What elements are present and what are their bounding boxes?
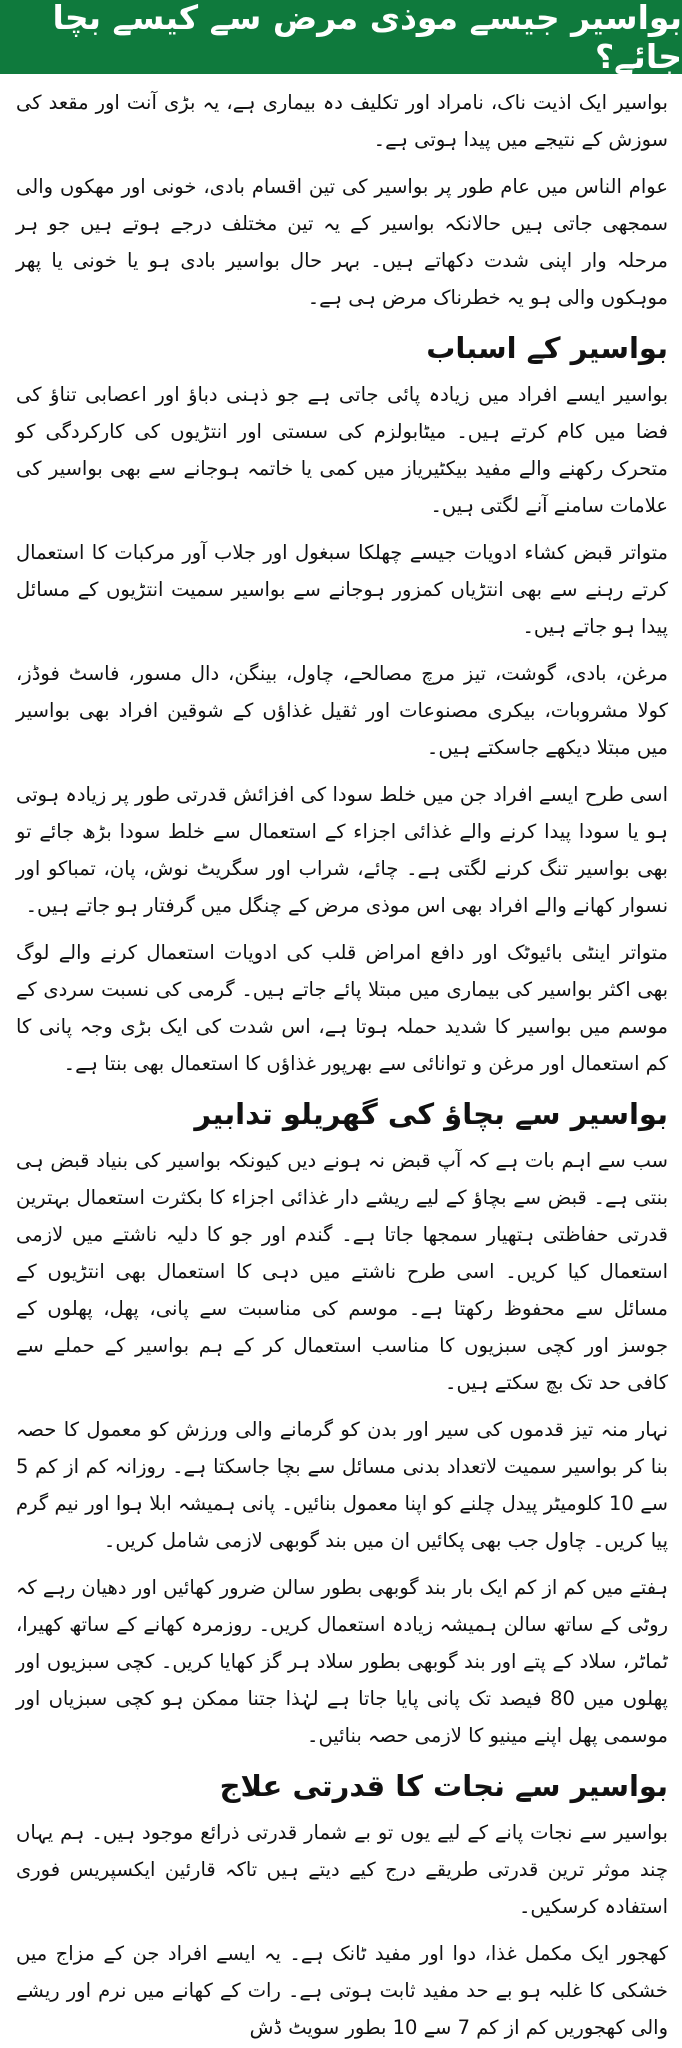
section-heading-natural-cure: بواسیر سے نجات کا قدرتی علاج: [219, 1769, 668, 1803]
cure-paragraph: کھجور ایک مکمل غذا، دوا اور مفید ٹانک ہے۔ یہ ایسے افراد جن کے مزاج میں خشکی کا غلبہ ہو بے حد مفید ثابت ہوتی ہے۔ رات کے کھانے میں نرم اور ریشے والی کھجوریں کم از کم 7 سے 10 بطور سویٹ ڈش: [16, 1942, 668, 2039]
causes-paragraph: مرغن، بادی، گوشت، تیز مرچ مصالحے، چاول، بینگن، دال مسور، فاسٹ فوڈز، کولا مشروبات، بیکری مصنوعات اور ثقیل غذاؤں کے شوقین افراد بھی بواسیر میں مبتلا دیکھے جاسکتے ہیں۔: [16, 662, 668, 759]
cure-paragraph: بواسیر سے نجات پانے کے لیے یوں تو بے شمار قدرتی ذرائع موجود ہیں۔ ہم یہاں چند موثر ترین قدرتی طریقے درج کیے دیتے ہیں تاکہ قارئین ایکسپریس فوری استفادہ کرسکیں۔: [16, 1821, 668, 1918]
intro-paragraph: بواسیر ایک اذیت ناک، نامراد اور تکلیف دہ بیماری ہے، یہ بڑی آنت اور مقعد کی سوزش کے نتیجے میں پیدا ہوتی ہے۔: [16, 91, 668, 151]
article-title-banner: [0, 0, 682, 74]
causes-paragraph: متواتر قبض کشاء ادویات جیسے چھلکا سبغول اور جلاب آور مرکبات کا استعمال کرتے رہنے سے بھی انتڑیاں کمزور ہوجانے سے بواسیر سمیت انتڑیوں کے مسائل پیدا ہو جاتے ہیں۔: [16, 541, 668, 638]
prevention-paragraph: ہفتے میں کم از کم ایک بار بند گوبھی بطور سالن ضرور کھائیں اور دھیان رہے کہ روٹی کے ساتھ سالن ہمیشہ زیادہ استعمال کریں۔ روزمرہ کھانے کے ساتھ کھیرا، ٹماٹر، سلاد کے پتے اور بند گوبھی بطور سلاد ہر گز کھایا کریں۔ کچی سبزیوں اور پھلوں میں 80 فیصد تک پانی پایا جاتا ہے لہٰذا جتنا ممکن ہو کچی سبزیاں اور موسمی پھل اپنے مینیو کا لازمی حصہ بنائیں۔: [16, 1576, 668, 1747]
causes-paragraph: اسی طرح ایسے افراد جن میں خلط سودا کی افزائش قدرتی طور پر زیادہ ہوتی ہو یا سودا پیدا کرنے والے غذائی اجزاء کے استعمال سے خلط سودا بڑھ جائے تو بھی بواسیر تنگ کرنے لگتی ہے۔ چائے، شراب اور سگریٹ نوش، پان، تمباکو اور نسوار کھانے والے افراد بھی اس موذی مرض کے چنگل میں گرفتار ہو جاتے ہیں۔: [16, 783, 668, 917]
section-heading-prevention: بواسیر سے بچاؤ کی گھریلو تدابیر: [194, 1097, 668, 1131]
article-body: [0, 74, 682, 2046]
article-title: بواسیر جیسے موذی مرض سے کیسے بچا جائے؟: [52, 0, 682, 76]
intro-paragraph: عوام الناس میں عام طور پر بواسیر کی تین اقسام بادی، خونی اور مھکوں والی سمجھی جاتی ہیں حالانکہ بواسیر کے یہ تین مختلف درجے ہوتے ہیں جو ہر مرحلہ وار اپنی شدت دکھاتے ہیں۔ بہر حال بواسیر بادی ہو یا خونی یا پھر موہکوں والی ہو یہ خطرناک مرض ہی ہے۔: [16, 175, 668, 309]
prevention-paragraph: نہار منہ تیز قدموں کی سیر اور بدن کو گرمانے والی ورزش کو معمول کا حصہ بنا کر بواسیر سمیت لاتعداد بدنی مسائل سے بچا جاسکتا ہے۔ روزانہ کم از کم 5 سے 10 کلومیٹر پیدل چلنے کو اپنا معمول بنائیں۔ پانی ہمیشہ ابلا ہوا اور نیم گرم پیا کریں۔ چاول جب بھی پکائیں ان میں بند گوبھی لازمی شامل کریں۔: [16, 1418, 668, 1552]
causes-paragraph: متواتر اینٹی بائیوٹک اور دافع امراض قلب کی ادویات استعمال کرنے والے لوگ بھی اکثر بواسیر کی بیماری میں مبتلا پائے جاتے ہیں۔ گرمی کی نسبت سردی کے موسم میں بواسیر کا شدید حملہ ہوتا ہے، اس شدت کی ایک بڑی وجہ پانی کا کم استعمال اور مرغن و توانائی سے بھرپور غذاؤں کا استعمال بھی بنتا ہے۔: [16, 941, 668, 1075]
causes-paragraph: بواسیر ایسے افراد میں زیادہ پائی جاتی ہے جو ذہنی دباؤ اور اعصابی تناؤ کی فضا میں کام کرتے ہیں۔ میٹابولزم کی سستی اور انتڑیوں کی کارکردگی کو متحرک رکھنے والے مفید بیکٹیریاز میں کمی یا خاتمہ ہوجانے سے بھی بواسیر کی علامات سامنے آنے لگتی ہیں۔: [16, 383, 668, 517]
section-heading-causes: بواسیر کے اسباب: [426, 331, 668, 365]
prevention-paragraph: سب سے اہم بات ہے کہ آپ قبض نہ ہونے دیں کیونکہ بواسیر کی بنیاد قبض ہی بنتی ہے۔ قبض سے بچاؤ کے لیے ریشے دار غذائی اجزاء کا بکثرت استعمال بہترین قدرتی حفاظتی ہتھیار سمجھا جاتا ہے۔ گندم اور جو کا دلیہ ناشتے میں لازمی استعمال کیا کریں۔ اسی طرح ناشتے میں دہی کا استعمال بھی انتڑیوں کے مسائل سے محفوظ رکھتا ہے۔ موسم کی مناسبت سے پانی، پھل، پھلوں کے جوسز اور کچی سبزیوں کا مناسب استعمال کر کے ہم بواسیر کے حملے سے کافی حد تک بچ سکتے ہیں۔: [16, 1149, 668, 1394]
